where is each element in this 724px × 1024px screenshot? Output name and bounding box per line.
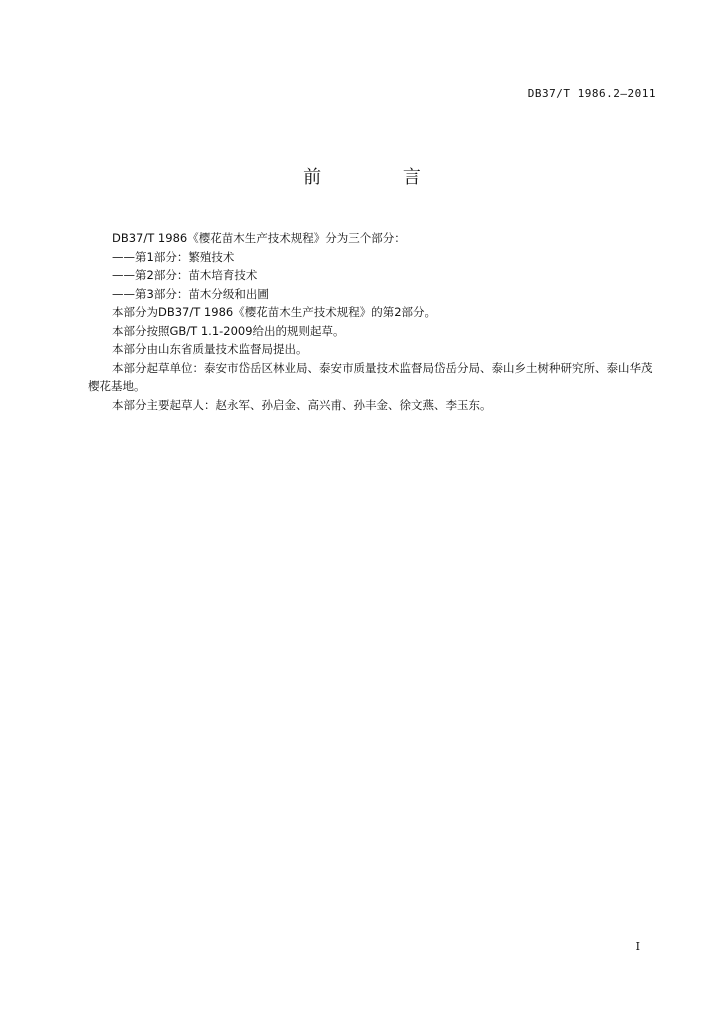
paragraph-drafters: 本部分主要起草人：赵永军、孙启金、高兴甫、孙丰金、徐文燕、李玉东。: [112, 397, 492, 412]
paragraph-this-part: 本部分为DB37/T 1986《樱花苗木生产技术规程》的第2部分。: [112, 305, 437, 319]
paragraph-drafting-rules: 本部分按照GB/T 1.1-2009给出的规则起草。: [112, 323, 345, 338]
paragraph-parts-intro: DB37/T 1986《樱花苗木生产技术规程》分为三个部分：: [112, 231, 406, 245]
paragraph-part-2: ——第2部分：苗木培育技术: [112, 268, 258, 282]
page-title: 前 言: [303, 167, 459, 188]
foreword-body: [88, 229, 658, 414]
paragraph-drafting-units: 本部分起草单位：泰安市岱岳区林业局、泰安市质量技术监督局岱岳分局、泰山乡土树种研究所、泰山华茂樱花基地。: [88, 360, 653, 393]
page-number: I: [635, 940, 640, 953]
paragraph-part-1: ——第1部分：繁殖技术: [112, 249, 235, 264]
document-code: DB37/T 1986.2—2011: [527, 87, 656, 100]
paragraph-part-3: ——第3部分：苗木分级和出圃: [112, 286, 269, 301]
paragraph-proposer: 本部分由山东省质量技术监督局提出。: [112, 342, 308, 356]
